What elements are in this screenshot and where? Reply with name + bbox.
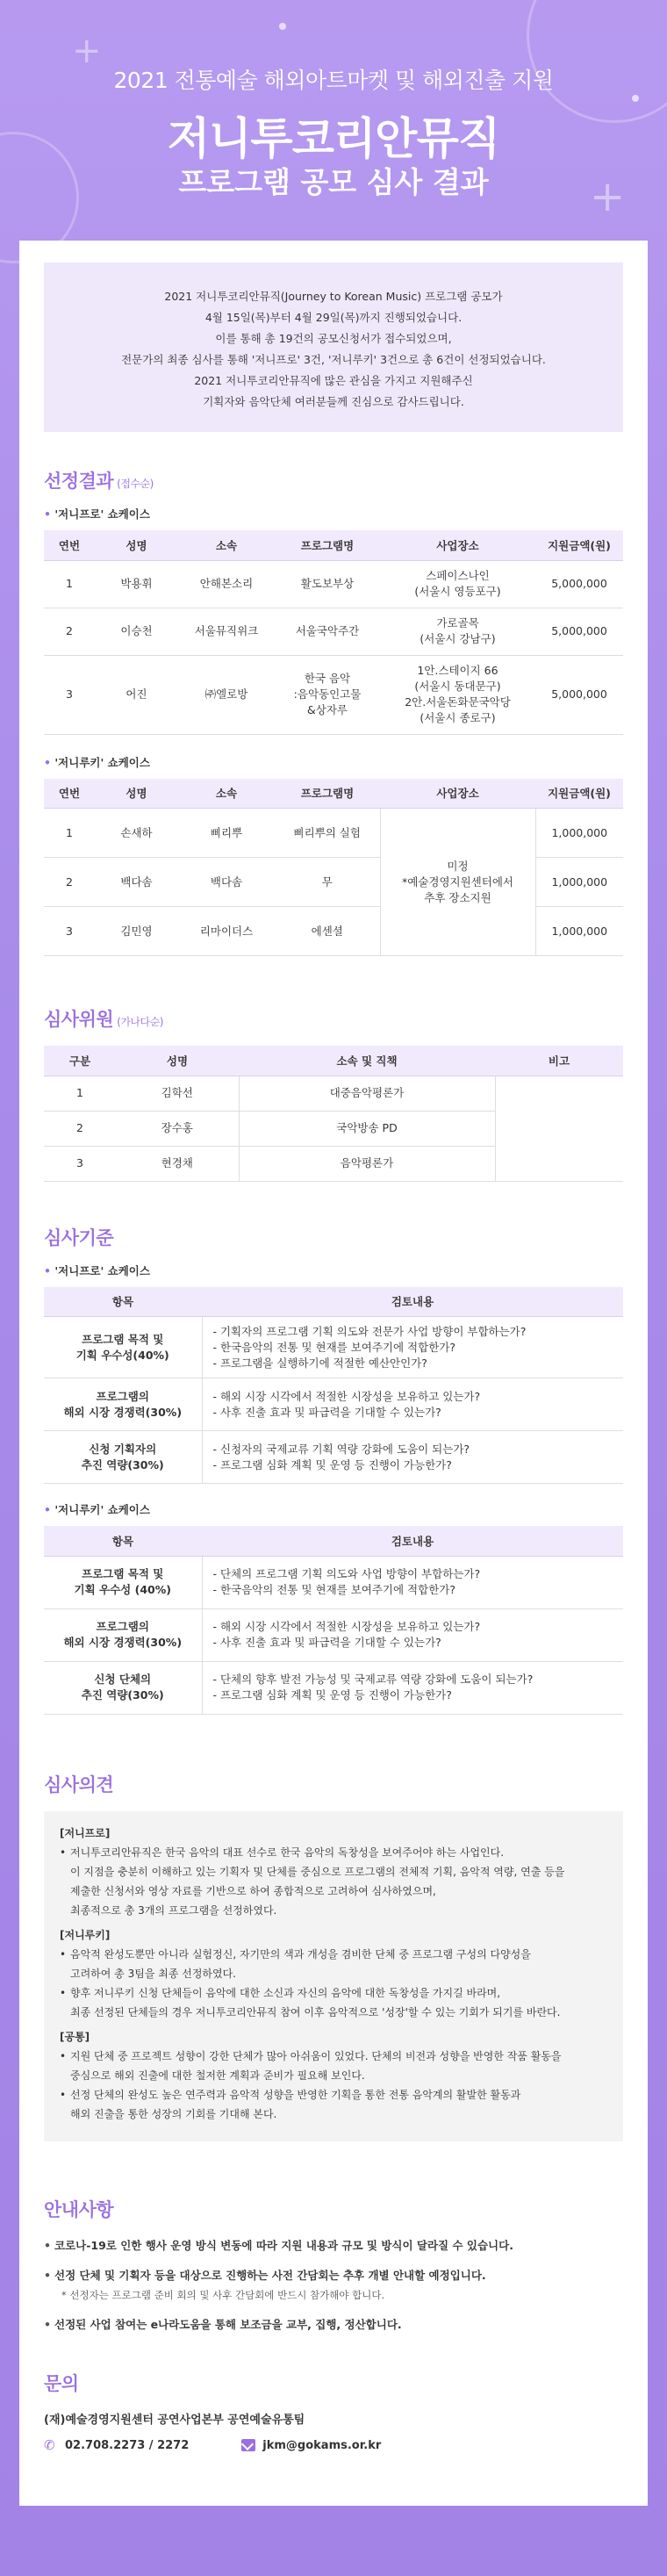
opinion-item (60, 1945, 609, 1983)
opinion-line: • 저니투코리안뮤직은 한국 음악의 대표 선수로 한국 음악의 독창성을 보여주어야 하는 사업인다. (70, 1846, 505, 1859)
intro-box (44, 263, 623, 432)
intro-line: 전문가의 최종 심사를 통해 '저니프로' 3건, '저니루키' 3건으로 총 6건이 선정되었습니다. (121, 353, 546, 366)
table-cell: 박용휘 (95, 560, 178, 608)
column-header: 프로그램명 (275, 779, 380, 809)
opinion-item (60, 1983, 609, 2022)
table-row (44, 1378, 623, 1431)
notice-item (44, 2266, 623, 2305)
criteria-details: - 해외 시장 시각에서 적절한 시장성을 보유하고 있는가? - 사후 진출 효과 및 파급력을 기대할 수 있는가? (202, 1378, 623, 1431)
table-cell: 리마이더스 (178, 907, 275, 956)
table-cell: 에센셜 (275, 907, 380, 956)
table-row (44, 1076, 623, 1111)
table-cell: 2 (44, 608, 95, 655)
column-header: 검토내용 (202, 1526, 623, 1556)
table-cell: 삐리뿌 (178, 809, 275, 858)
criteria-item: 신청 단체의 추진 역량(30%) (44, 1661, 202, 1714)
table-cell: 1 (44, 560, 95, 608)
opinion-line: • 선정 단체의 완성도 높은 연주력과 음악적 성향을 반영한 기획을 통한 전통 음악계의 활발한 활동과 (70, 2088, 521, 2101)
opinion-group-label: [저니루키] (60, 1928, 111, 1941)
criteria-item: 신청 기획자의 추진 역량(30%) (44, 1431, 202, 1484)
mail-icon (241, 2439, 255, 2451)
shared-place-cell: 미정 *예술경영지원센터에서 추후 장소지원 (380, 809, 535, 956)
intro-line: 2021 저니투코리안뮤직(Journey to Korean Music) 프로그램 공모가 (164, 290, 503, 303)
table-cell: 손새하 (95, 809, 178, 858)
rookie-selection-table (44, 779, 623, 957)
pro-selection-table (44, 530, 623, 735)
opinion-line: 이 지점을 충분히 이해하고 있는 기획자 및 단체를 중심으로 프로그램의 전체적 기획, 음악적 역량, 연출 등을 (70, 1865, 565, 1878)
table-cell: 어진 (95, 655, 178, 734)
criteria-details: - 해외 시장 시각에서 적절한 시장성을 보유하고 있는가? - 사후 진출 효과 및 파급력을 기대할 수 있는가? (202, 1608, 623, 1661)
opinion-section (44, 1771, 623, 2141)
opinion-line: • 지원 단체 중 프로젝트 성향이 강한 단체가 많아 아쉬움이 있었다. 단체의 비전과 성향을 반영한 작품 활동을 (70, 2049, 562, 2062)
opinion-line: 고려하여 총 3팀을 최종 선정하였다. (70, 1967, 236, 1980)
dot-decor (632, 95, 639, 102)
table-cell: 삐리뿌의 실험 (275, 809, 380, 858)
notice-title: 안내사항 (44, 2198, 114, 2220)
criteria-pro-table (44, 1287, 623, 1485)
table-row (44, 655, 623, 734)
column-header: 구분 (44, 1046, 116, 1076)
judges-title: 심사위원 (44, 1009, 114, 1030)
opinion-line: 중심으로 해외 진출에 대한 철저한 계획과 준비가 필요해 보인다. (70, 2069, 365, 2082)
table-row (44, 1317, 623, 1378)
table-row (44, 1608, 623, 1661)
pro-label: • '저니프로' 쇼케이스 (44, 506, 623, 522)
table-cell: 1 (44, 1076, 116, 1111)
selection-title: 선정결과 (44, 471, 114, 492)
column-header: 소속 (178, 779, 275, 809)
column-header: 성명 (95, 530, 178, 560)
column-header: 비고 (495, 1046, 623, 1076)
contact-row (44, 2439, 623, 2452)
column-header: 성명 (95, 779, 178, 809)
criteria-item: 프로그램 목적 및 기획 우수성(40%) (44, 1317, 202, 1378)
opinion-item (60, 2085, 609, 2124)
table-cell: 서울국악주간 (275, 608, 380, 655)
table-cell: 스페이스나인 (서울시 영등포구) (380, 560, 535, 608)
table-cell: 김학선 (116, 1076, 239, 1111)
contact-title: 문의 (44, 2372, 79, 2394)
column-header: 항목 (44, 1287, 202, 1317)
criteria-item: 프로그램의 해외 시장 경쟁력(30%) (44, 1378, 202, 1431)
contact-email[interactable]: jkm@gokams.or.kr (262, 2438, 382, 2452)
notice-section (44, 2196, 623, 2335)
section-title (44, 1005, 623, 1032)
criteria-title: 심사기준 (44, 1227, 114, 1248)
column-header: 연번 (44, 530, 95, 560)
opinion-line: 해외 진출을 통한 성장의 기회를 기대해 본다. (70, 2107, 277, 2120)
table-cell: 3 (44, 1146, 116, 1181)
notice-item (44, 2315, 623, 2335)
intro-line: 2021 저니투코리안뮤직에 많은 관심을 가지고 지원해주신 (194, 374, 473, 387)
opinion-title: 심사의견 (44, 1774, 114, 1795)
opinion-line: 최종 선정된 단체들의 경우 저니투코리안뮤직 참여 이후 음악적으로 '성장'할 수 있는 기회가 되기를 바란다. (70, 2005, 561, 2018)
selection-section (44, 467, 623, 956)
table-cell: ㈜엘로방 (178, 655, 275, 734)
column-header: 사업장소 (380, 779, 535, 809)
column-header: 연번 (44, 779, 95, 809)
contact-phone[interactable]: 02.708.2273 / 2272 (65, 2438, 190, 2452)
table-row (44, 858, 623, 907)
table-row (44, 560, 623, 608)
column-header: 소속 및 직책 (239, 1046, 495, 1076)
table-row (44, 608, 623, 655)
table-cell: 2 (44, 1111, 116, 1146)
table-row (44, 1661, 623, 1714)
table-cell: 음악평론가 (239, 1146, 495, 1181)
table-cell: 안해본소리 (178, 560, 275, 608)
table-row (44, 907, 623, 956)
criteria-rookie-label: • '저니루키' 쇼케이스 (44, 1501, 623, 1517)
criteria-details: - 단체의 향후 발전 가능성 및 국제교류 역량 강화에 도움이 되는가? - 프로그램 심화 계획 및 운영 등 진행이 가능한가? (202, 1661, 623, 1714)
opinion-group-label: [저니프로] (60, 1826, 111, 1839)
table-cell: 5,000,000 (535, 608, 623, 655)
criteria-details: - 신청자의 국제교류 기획 역량 강화에 도움이 되는가? - 프로그램 심화 계획 및 운영 등 진행이 가능한가? (202, 1431, 623, 1484)
opinion-box (44, 1811, 623, 2141)
criteria-item: 프로그램의 해외 시장 경쟁력(30%) (44, 1608, 202, 1661)
table-cell: 가로골목 (서울시 강남구) (380, 608, 535, 655)
contact-section (44, 2370, 623, 2452)
support-line: 2021 전통예술 해외아트마켓 및 해외진출 지원 (113, 68, 554, 93)
criteria-details: - 기획자의 프로그램 기획 의도와 전문가 사업 방향이 부합하는가? - 한국음악의 전통 및 현재를 보여주기에 적합한가? - 프로그램을 실행하기에 적절한 예산안인가? (202, 1317, 623, 1378)
criteria-item: 프로그램 목적 및 기획 우수성 (40%) (44, 1556, 202, 1608)
judges-section (44, 1005, 623, 1182)
column-header: 성명 (116, 1046, 239, 1076)
content-card (19, 241, 648, 2506)
table-row (44, 1556, 623, 1608)
table-cell: 장수홍 (116, 1111, 239, 1146)
table-cell: 현경채 (116, 1146, 239, 1181)
column-header: 사업장소 (380, 530, 535, 560)
section-title (44, 467, 623, 493)
opinion-line: • 향후 저니루키 신청 단체들이 음악에 대한 소신과 자신의 음악에 대한 독창성을 가지길 바라며, (70, 1986, 501, 1999)
opinion-item (60, 2047, 609, 2085)
table-cell: 1,000,000 (535, 809, 623, 858)
table-cell: 3 (44, 907, 95, 956)
table-cell: 국악방송 PD (239, 1111, 495, 1146)
table-cell: 대중음악평론가 (239, 1076, 495, 1111)
intro-line: 기획자와 음악단체 여러분들께 진심으로 감사드립니다. (203, 395, 464, 408)
notice-item (44, 2236, 623, 2256)
criteria-section (44, 1224, 623, 1715)
table-cell: 무 (275, 858, 380, 907)
table-cell: 백다솜 (95, 858, 178, 907)
remark-cell (495, 1076, 623, 1181)
criteria-rookie-table (44, 1526, 623, 1715)
notice-note: * 선정자는 프로그램 준비 회의 및 사후 간담회에 반드시 참가해야 합니다. (61, 2288, 385, 2301)
table-cell: 5,000,000 (535, 655, 623, 734)
table-cell: 활도보부상 (275, 560, 380, 608)
table-cell: 백다솜 (178, 858, 275, 907)
table-cell: 1 (44, 809, 95, 858)
intro-line: 4월 15일(목)부터 4월 29일(목)까지 진행되었습니다. (204, 311, 463, 324)
column-header: 지원금액(원) (535, 530, 623, 560)
table-row (44, 809, 623, 858)
table-cell: 1안.스테이지 66 (서울시 동대문구) 2안.서울돈화문국악당 (서울시 종로구) (380, 655, 535, 734)
rookie-label: • '저니루키' 쇼케이스 (44, 754, 623, 770)
plus-decor-icon: + (72, 31, 102, 71)
table-cell: 1,000,000 (535, 907, 623, 956)
notice-text: • 코로나-19로 인한 행사 운영 방식 변동에 따라 지원 내용과 규모 및 방식이 달라질 수 있습니다. (54, 2238, 513, 2252)
contact-org: (재)예술경영지원센터 공연사업본부 공연예술유통팀 (44, 2413, 305, 2427)
opinion-line: • 음악적 완성도뿐만 아니라 실험정신, 자기만의 색과 개성을 겸비한 단체 중 프로그램 구성의 다양성을 (70, 1947, 531, 1961)
plus-decor-icon: + (590, 172, 626, 221)
page-title: 저니투코리안뮤직 (167, 113, 500, 164)
criteria-pro-label: • '저니프로' 쇼케이스 (44, 1263, 623, 1278)
notice-text: • 선정 단체 및 기획자 등을 대상으로 진행하는 사전 간담회는 추후 개별 안내할 예정입니다. (54, 2268, 486, 2282)
opinion-line: 최종적으로 총 3개의 프로그램을 선정하였다. (70, 1903, 277, 1917)
table-cell: 서울뮤직위크 (178, 608, 275, 655)
column-header: 지원금액(원) (535, 779, 623, 809)
column-header: 프로그램명 (275, 530, 380, 560)
opinion-line: 제출한 신청서와 영상 자료를 기반으로 하여 종합적으로 고려하여 심사하였으며, (70, 1884, 436, 1897)
header-banner (0, 0, 667, 239)
table-cell: 3 (44, 655, 95, 734)
contact-info (44, 2410, 623, 2452)
column-header: 검토내용 (202, 1287, 623, 1317)
table-cell: 2 (44, 858, 95, 907)
table-cell: 1,000,000 (535, 858, 623, 907)
opinion-item (60, 1843, 609, 1920)
notice-list (44, 2236, 623, 2335)
column-header: 소속 (178, 530, 275, 560)
table-cell: 김민영 (95, 907, 178, 956)
intro-line: 이를 통해 총 19건의 공모신청서가 접수되었으며, (215, 332, 452, 345)
table-cell: 한국 음악 :음악동인고물 &상자루 (275, 655, 380, 734)
opinion-group-label: [공통] (60, 2030, 90, 2043)
judges-note: (가나다순) (117, 1016, 163, 1028)
table-cell: 5,000,000 (535, 560, 623, 608)
notice-text: • 선정된 사업 참여는 e나라도움을 통해 보조금을 교부, 집행, 정산합니다. (54, 2317, 402, 2331)
criteria-details: - 단체의 프로그램 기획 의도와 사업 방향이 부합하는가? - 한국음악의 전통 및 현재를 보여주기에 적합한가? (202, 1556, 623, 1608)
table-row (44, 1431, 623, 1484)
dot-decor (279, 23, 286, 30)
table-cell: 이승천 (95, 608, 178, 655)
judges-table (44, 1046, 623, 1182)
column-header: 항목 (44, 1526, 202, 1556)
phone-icon: ✆ (44, 2437, 55, 2453)
page-subtitle: 프로그램 공모 심사 결과 (178, 165, 489, 199)
selection-note: (접수순) (117, 478, 154, 490)
